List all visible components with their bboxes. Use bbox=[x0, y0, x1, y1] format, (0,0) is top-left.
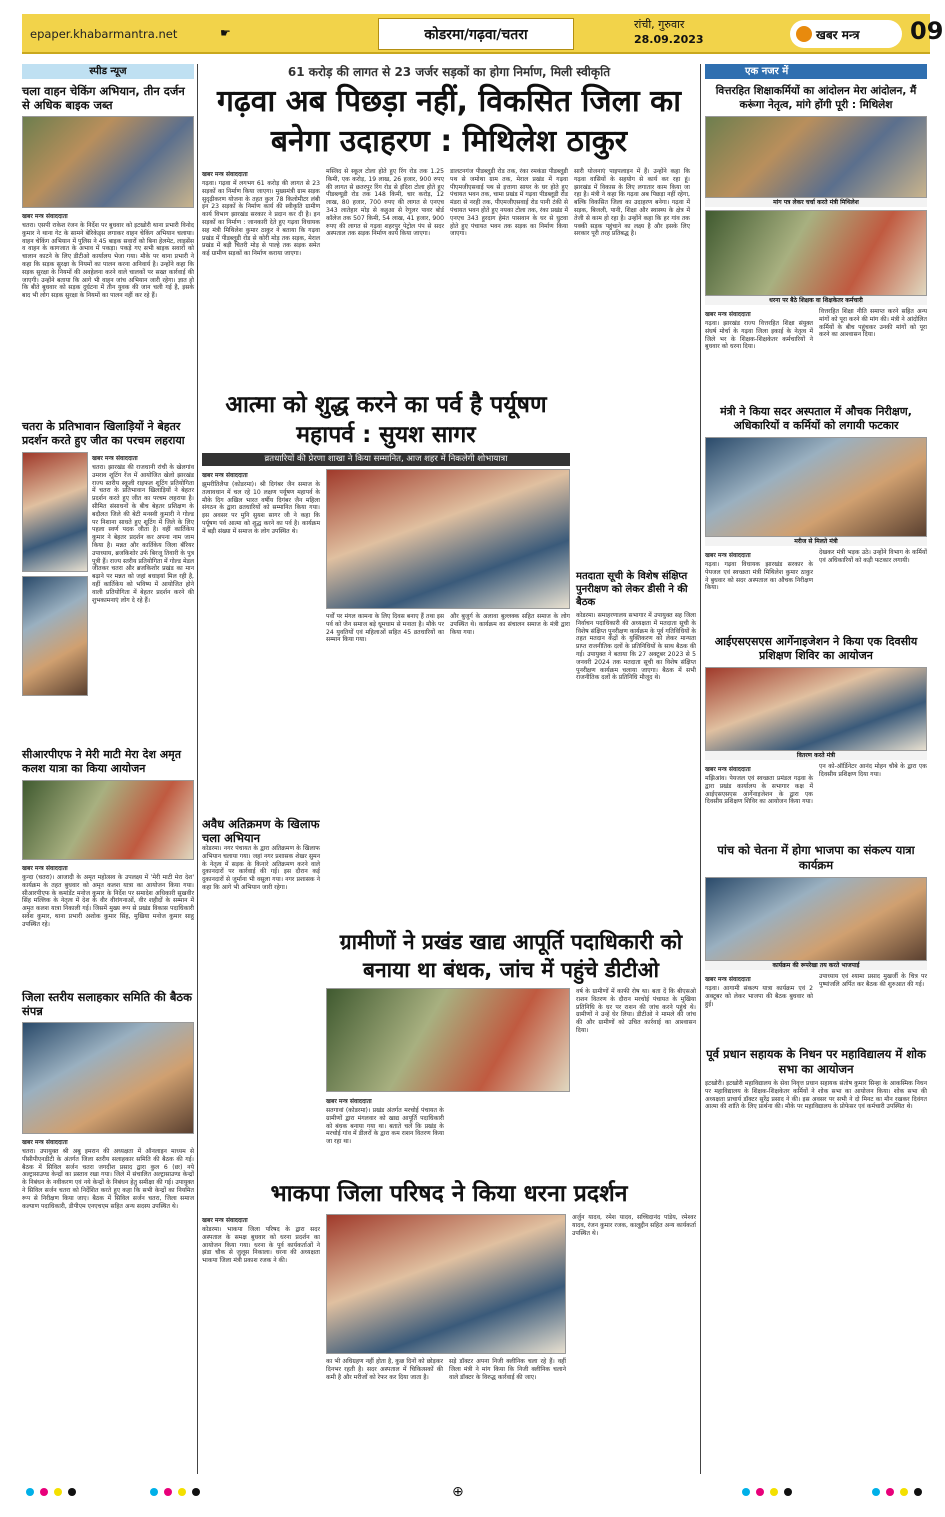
r2-body2: देखकर मंत्री भड़क उठे। उन्होंने विभाग के कर्मियों एवं अधिकारियों को कड़ी फटकार लगायी। bbox=[819, 549, 927, 564]
grain-body2: वर्ष के ग्रामीणों में काफी रोष था। बता दें कि बीएसओ राशन वितरण के दौरान मरचोई पंचायत के मुखिया प्रतिनिधि के घर पर राशन की जांच करने पहुंचे थे। ग्रामीणों ने उन्हें घेर लिया। डीटीओ ने मामले की जांच की और ग्रामीणों को उचित कार्रवाई का आश्वासन दिया। bbox=[576, 988, 696, 1034]
paryushan-headline: आत्मा को शुद्ध करने का पर्व है पर्यूषण महापर्व : सुयश सागर bbox=[225, 392, 547, 448]
cursor-icon: ☛ bbox=[220, 26, 231, 40]
color-mark bbox=[68, 1488, 76, 1496]
grain-headline: ग्रामीणों ने प्रखंड खाद्य आपूर्ति पदाधिकारी को बनाया था बंधक, जांच में पहुंचे डीटीओ bbox=[339, 930, 683, 982]
brand-name: खबर मन्त्र bbox=[816, 27, 860, 42]
grain-byline: खबर मन्त्र संवाददाता bbox=[326, 1098, 372, 1105]
city-day: रांची, गुरुवार bbox=[634, 18, 685, 31]
r2-body1: गढ़वा। गढ़वा विधायक झारखंड सरकार के पेयजल एवं स्वच्छता मंत्री मिथिलेश कुमार ठाकुर ने बुधवार को सदर अस्पताल का औचक निरीक्षण किया। bbox=[705, 561, 813, 592]
r1-title: वित्तरहित शिक्षाकर्मियों का आंदोलन मेरा आंदोलन, मैं करूंगा नेतृत्व, मांगे होंगी पूरी : मिथिलेश bbox=[715, 85, 917, 111]
left-story2-byline: खबर मन्त्र संवाददाता bbox=[92, 455, 138, 462]
voter-title: मतदाता सूची के विशेष संक्षिप्त पुनरीक्षण को लेकर डीसी ने की बैठक bbox=[576, 571, 688, 608]
encroach-body: कोडरमा। नगर पंचायत के द्वारा अतिक्रमण के खिलाफ अभियान चलाया गया। जहां नगर प्रशासक शेखर सुमन के नेतृत्व में सड़क के किनारे अतिक्रमण करने वाले दुकानदारों पर कार्रवाई की गई। इस दौरान कई दुकानदारों से जुर्माना भी वसूला गया। नगर प्रशासक ने कहा कि आगे भी अभियान जारी रहेगा। bbox=[202, 845, 320, 891]
grain-story bbox=[326, 928, 696, 1158]
grain-body1-cont bbox=[450, 1095, 570, 1135]
color-mark bbox=[784, 1488, 792, 1496]
lead-col4: सारी योजनाएं पाइपलाइन में हैं। उन्होंने कहा कि गढ़वा वासियों के सहयोग से कार्य कर रहा हूं। झारखंड में विकास के लिए लगातार काम किया जा रहा है। मंत्री ने कहा कि गढ़वा अब पिछड़ा नहीं रहेगा, बल्कि विकसित जिला का उदाहरण बनेगा। गढ़वा में सड़क, बिजली, पानी, शिक्षा और स्वास्थ्य के क्षेत्र में तेजी से काम हो रहा है। उन्होंने कहा कि हर गांव तक पक्की सड़क पहुंचाने का लक्ष्य है और इसके लिए सरकार पूरी तरह प्रतिबद्ध है। bbox=[574, 168, 690, 238]
color-mark bbox=[26, 1488, 34, 1496]
lead-col2: मस्जिद से स्कूल टोला होते हुए रिंग रोड तक 1.25 किमी, एक करोड़, 19 लाख, 26 हजार, 900 रुपए की लागत से छतरपुर रिंग रोड से इंदिरा टोला होते हुए पीडब्ल्यूडी रोड तक 148 किमी, चार करोड़, 12 लाख, 80 हजार, 700 रुपए की लागत से एनएच 343 लातेहार मोड़ से कहुआ से रेगुलर पावर बोर्ड कॉलेज तक 507 किमी, 54 लाख, 41 हजार, 900 रुपए की लागत से गढ़वा शहरपुर पेट्रोल पंप से सदर अस्पताल तक सड़क निर्माण कार्य किया जाएगा। bbox=[326, 168, 444, 238]
left-story1-body: चतरा। एसपी राकेश रंजन के निर्देश पर बुधवार को इटखोरी थाना प्रभारी विनोद कुमार ने थाना गेट के सामने बेरिकेड्स लगाकर वाहन चेकिंग अभियान चलाया। वाहन चेकिंग अभियान में पुलिस ने 45 बाइक सवारों को बिना हेलमेट, लाइसेंस व वाहन के कागजात के अभाव में पकड़ा। पकड़े गए सभी बाइक सवारों को चालान काटने के लिए डीटीओ कार्यालय भेजा गया। मौके पर थाना प्रभारी ने कहा कि सड़क सुरक्षा के नियमों का पालन करना अनिवार्य है। उन्होंने कहा कि सड़क सुरक्षा के नियमों की अवहेलना करने वाले चालकों पर सख्त कार्रवाई की जाएगी। उन्होंने बताया कि आगे भी वाहन जांच अभियान जारी रहेगा। ज्ञात हो कि बीते बुधवार को सड़क दुर्घटना में तीन युवक की जान चली गई है, इसके बाद भी लोग सड़क सुरक्षा के नियमों का पालन नहीं कर रहे हैं। bbox=[22, 222, 194, 300]
r3-body2: एन को-ऑर्डिनेटर आनंद मोहन चौबे के द्वारा एक दिवसीय प्रशिक्षण दिया गया। bbox=[819, 763, 927, 778]
color-mark bbox=[150, 1488, 158, 1496]
r4-caption: कार्यक्रम की रूपरेखा तय करते भाजपाई bbox=[705, 961, 927, 970]
color-mark bbox=[756, 1488, 764, 1496]
color-mark bbox=[54, 1488, 62, 1496]
left-story2-body-cont bbox=[22, 704, 194, 744]
left-story1-byline: खबर मन्त्र संवाददाता bbox=[22, 213, 68, 220]
training-camp-photo bbox=[705, 667, 927, 751]
cpi-headline: भाकपा जिला परिषद ने किया धरना प्रदर्शन bbox=[270, 1181, 628, 1207]
left-story2-title: चतरा के प्रतिभावान खिलाड़ियों ने बेहतर प्रदर्शन करते हुए जीत का परचम लहराया bbox=[22, 420, 185, 447]
shooter-photo-2 bbox=[22, 576, 88, 696]
r1-body1: गढ़वा। झारखंड राज्य वित्तरहित शिक्षा संयुक्त संघर्ष मोर्चा के गढ़वा जिला इकाई के नेतृत्व में जिले भर के शिक्षक-शिक्षकेतर कर्मचारियों ने बुधवार को धरना दिया। bbox=[705, 320, 813, 351]
section-title: कोडरमा/गढ़वा/चतरा bbox=[424, 26, 528, 43]
paryushan-body3: और बुजुर्ग के अलावा बुल्लक्क सहित समाज के लोग उपस्थित थे। कार्यक्रम का संचालन समाज के मंत्री द्वारा किया गया। bbox=[450, 613, 570, 636]
cpi-dharna-photo bbox=[326, 1214, 566, 1354]
r1-body2: वित्तरहित शिक्षा नीति समाप्त करने सहित अन्य मांगों को पूरा करने की मांग की। मंत्री ने आंदोलित कर्मियों के बीच पहुंचकर उनकी मांगों को पूरा करने का आश्वासन दिया। bbox=[819, 308, 927, 339]
minister-photo bbox=[705, 116, 927, 198]
cpi-body4: अर्जुन यादव, रमेश यादव, सच्चिदानंद पांडेय, रमेश्वर यादव, रंजन कुमार रजक, कालूद्दीन सहित अन्य कार्यकर्ता उपस्थित थे। bbox=[572, 1214, 696, 1237]
site-url[interactable]: epaper.khabarmantra.net bbox=[30, 27, 178, 41]
left-story2-body: चतरा। झारखंड की राजधानी रांची के खेलगांव उमराव शूटिंग रेंज में आयोजित खेलो झारखंड राज्य स्तरीय स्कूली राइफल शूटिंग प्रतियोगिता में चतरा के प्रतिभावान खिलाड़ियों ने बेहतर प्रदर्शन करते हुए जीत का परचम लहराया है। सीमित संसाधनों के बीच बेहतर प्रशिक्षण के बदौलत जिले की बेटी मनस्वी कुमारी ने गोल्ड पर निशाना साधते हुए शूटिंग में जिले के लिए पहला स्वर्ण पदक जीता है। वहीं कार्तिकेय कुमार ने बेहतर प्रदर्शन कर अपना नाम जाम किया है। मन्नत और कार्तिकेय जिला बॅरियर उपाध्याय, ब्रजकिशोर उर्फ बिरजू तिवारी के पुत्र पुत्री हैं। राज्य स्तरीय प्रतियोगिता में गोल्ड मेडल जीतकर चतरा और ब्रजकिशोर प्रखंड का मान बढ़ाने पर मन्नत को जहां बधाइयां मिल रही है, वहीं कार्तिकेय को भविष्य में आयोजित होने वाली प्रतियोगिता में बेहतर प्रदर्शन करने की शुभकामनाएं लोग दे रहे हैं। bbox=[92, 464, 194, 604]
column-divider-right bbox=[700, 64, 701, 1474]
paryushan-story bbox=[202, 390, 570, 934]
left-story4-body: चतरा। उपायुक्त श्री अबु इमरान की अध्यक्षता में ऑनलाइन माध्यम से पीसीपीएनडीटी के अंतर्गत जिला स्तरीय सलाहकार समिति की बैठक की गई। बैठक में सिविल सर्जन चतरा जगदीश प्रसाद द्वारा कुल 6 (छः) नये अल्ट्रासाउण्ड केन्द्रों का प्रस्ताव रखा गया। जिले में संचालित अल्ट्रासाउण्ड केन्द्रों के निबंधन के नवीकरण एवं नये केन्द्रों के निबंधन हेतु समीक्षा की गई। उपायुक्त ने सिविल सर्जन चतरा को निर्देशित करते हुए कहा कि सभी केन्द्रों का नियमित रूप से निरीक्षण किया जाए। बैठक में सिविल सर्जन चतरा, जिला समाज कल्याण पदाधिकारी, डीपीएम एनएचएम सहित अन्य सदस्य उपस्थित थे। bbox=[22, 1148, 194, 1210]
page-number: 09 bbox=[910, 17, 944, 45]
grain-photo bbox=[326, 988, 570, 1092]
speed-news-tag: स्पीड न्यूज bbox=[22, 64, 194, 79]
kicker: 61 करोड़ की लागत से 23 जर्जर सड़कों का होगा निर्माण, मिली स्वीकृति bbox=[287, 65, 611, 79]
color-mark bbox=[900, 1488, 908, 1496]
r3-body1: मझिआंव। पेयजल एवं स्वच्छता प्रमंडल गढ़वा के द्वारा प्रखंड कार्यालय के सभागार कक्ष में आईएसएसएस आर्गेनाइजेशन के द्वारा एक दिवसीय प्रशिक्षण शिविर का आयोजन किया गया। bbox=[705, 775, 813, 806]
paryushan-body2: पर्वों पर मंगल कामना के लिए दिवस बनाए हैं तथा इस पर्व को जैन समाज बड़े धूमधाम से मनाता है। मौके पर 24 युवतियों एवं महिलाओं सहित 45 व्रतधारियों का सम्मान किया गया। bbox=[326, 613, 444, 644]
committee-meeting-photo bbox=[22, 1022, 194, 1134]
crosshair-icon: ⊕ bbox=[452, 1484, 464, 1500]
dateline bbox=[634, 17, 704, 47]
shooter-photo-1 bbox=[22, 452, 88, 572]
column-divider-left bbox=[197, 64, 198, 1474]
voter-story bbox=[576, 570, 696, 930]
voter-body: कोडरमा। समाहरणालय सभागार में उपायुक्त सह जिला निर्वाचन पदाधिकारी की अध्यक्षता में मतदाता सूची के विशेष संक्षिप्त पुनरीक्षण कार्यक्रम के पूर्व गतिविधियों के तहत मतदान केंद्रों के युक्तिकरण को लेकर मान्यता प्राप्त राजनीतिक दलों के प्रतिनिधियों के साथ बैठक की गई। उपायुक्त ने बताया कि 27 अक्टूबर 2023 से 5 जनवरी 2024 तक मतदाता सूची का विशेष संक्षिप्त पुनरीक्षण कार्यक्रम चलाया जाएगा। बैठक में सभी राजनीतिक दलों के प्रतिनिधि मौजूद थे। bbox=[576, 612, 696, 682]
color-mark bbox=[164, 1488, 172, 1496]
color-mark bbox=[886, 1488, 894, 1496]
left-column bbox=[22, 64, 194, 1474]
footer-registration bbox=[22, 1484, 930, 1502]
left-story3-byline: खबर मन्त्र संवाददाता bbox=[22, 865, 68, 872]
left-story4-title: जिला स्तरीय सलाहकार समिति की बैठक संपन्न bbox=[22, 990, 192, 1018]
right-column bbox=[705, 64, 927, 1474]
paryushan-photo bbox=[326, 469, 570, 609]
cpi-body3: सड़े डॉक्टर अपना निजी क्लीनिक चला रहे हैं। वहीं जिला मंत्री ने मांग किया कि निजी क्लीनिक चलाने वाले डॉक्टर के विरुद्ध कार्रवाई की जाए। bbox=[449, 1358, 566, 1381]
color-mark bbox=[742, 1488, 750, 1496]
r1-caption2: धरना पर बैठे शिक्षक वा शिक्षकेतर कर्मचारी bbox=[705, 296, 927, 305]
hospital-inspection-photo bbox=[705, 437, 927, 537]
cpi-body2: का भी अधिग्रहण नहीं होता है, कुछ दिनों को छोड़कर दिनभर रहती है। सदर अस्पताल में चिकित्सकों की कमी है और मरीजों को रेफर कर दिया जाता है। bbox=[326, 1358, 443, 1381]
r1-caption1: मांग पत्र लेकर चर्चा करते मंत्री मिथिलेश bbox=[705, 198, 927, 207]
r5-title: पूर्व प्रधान सहायक के निधन पर महाविद्यालय में शोक सभा का आयोजन bbox=[706, 1047, 926, 1076]
cpi-body1: कोडरमा। भाकपा जिला परिषद के द्वारा सदर अस्पताल के समक्ष बुधवार को धरना प्रदर्शन का आयोजन किया गया। धरना के पूर्व कार्यकर्ताओं ने झंडा चौक से जुलूस निकाला। धरना की अध्यक्षता भाकपा जिला मंत्री प्रकाश रजक ने की। bbox=[202, 1226, 320, 1265]
left-story3-title: सीआरपीएफ ने मेरी माटी मेरा देश अमृत कलश यात्रा का किया आयोजन bbox=[22, 748, 182, 775]
color-mark bbox=[770, 1488, 778, 1496]
brand-icon bbox=[796, 26, 812, 42]
r1-byline: खबर मन्त्र संवाददाता bbox=[705, 311, 751, 318]
lead-byline: खबर मन्त्र संवाददाता bbox=[202, 171, 248, 178]
r3-byline: खबर मन्त्र संवाददाता bbox=[705, 766, 751, 773]
paryushan-subhead: व्रतधारियों की प्रेरणा शाखा ने किया सम्मानित, आज शहर में निकलेगी शोभायात्रा bbox=[202, 453, 570, 466]
lead-col3: डालटनगंज पीडब्लूडी रोड तक, रंका रमकंडा पीडब्लूडी पथ से जमोथा ग्राम तक, मेराल प्रखंड में गढ़वा पीएमजीएसवाई पथ से इत्तागा सायर के घर होते हुए पंचायत भवन तक, चामा प्रखंड में गढ़वा पीडब्लूडी रोड मंडरा से नरही तक, पीएमजीएसवाई रोड पानी टंकी से पंचायत भवन होते हुए नयका टोला तक, रंका प्रखंड में एनएच 343 हुरदाग हेमंत पासवान के घर से घुटवा होते हुए पंचायत भवन तक सड़क का निर्माण किया जाएगा। bbox=[450, 168, 568, 238]
color-mark bbox=[192, 1488, 200, 1496]
r3-title: आईएसएसएस आर्गेनाइजेशन ने किया एक दिवसीय प्रशिक्षण शिविर का आयोजन bbox=[714, 635, 918, 662]
cpi-byline: खबर मन्त्र संवाददाता bbox=[202, 1217, 248, 1224]
color-mark bbox=[914, 1488, 922, 1496]
brand-logo bbox=[790, 20, 902, 48]
ek-nazar-tag: एक नजर में bbox=[705, 64, 927, 79]
grain-body1: सतगावां (कोडरमा)। प्रखंड अंतर्गत मरचोई पंचायत के ग्रामीणों द्वारा मंगलवार को खाद्य आपूर्ति पदाधिकारी को बंधक बनाया गया था। बताते चलें कि प्रखंड के मरचोई गांव में डीलरों के द्वारा कम राशन वितरण किया जा रहा था। bbox=[326, 1107, 444, 1146]
r4-body2: उपाध्याय एवं श्यामा प्रसाद मुखर्जी के चित्र पर पुष्पांजलि अर्पित कर बैठक की शुरुआत की गई। bbox=[819, 973, 927, 988]
paryushan-byline: खबर मन्त्र संवाददाता bbox=[202, 472, 248, 479]
r2-byline: खबर मन्त्र संवाददाता bbox=[705, 552, 751, 559]
left-story4-byline: खबर मन्त्र संवाददाता bbox=[22, 1139, 68, 1146]
amrit-kalash-photo bbox=[22, 780, 194, 860]
color-mark bbox=[178, 1488, 186, 1496]
date: 28.09.2023 bbox=[634, 33, 704, 46]
bjp-meeting-photo bbox=[705, 877, 927, 961]
r3-caption: वितरण करते मंत्री bbox=[705, 751, 927, 760]
lead-col1: गढ़वा। गढ़वा में लगभग 61 करोड़ की लागत से 23 सड़कों का निर्माण किया जाएगा। मुख्यमंत्री ग्राम सड़क सुदृढ़ीकरण योजना के तहत कुल 78 किलोमीटर लंबी इन 23 सड़कों के निर्माण कार्य की स्वीकृति ग्रामीण कार्य विभाग झारखंड सरकार ने प्रदान कर दी है। इन सड़कों का निर्माण : जानकारी देते हुए गढ़वा विधायक सह मंत्री मिथिलेश कुमार ठाकुर ने बताया कि गढ़वा प्रखंड में पीडब्लूडी रोड से कोरी मोड़ तक सड़क, मेराल प्रखंड में बड़ी चितरी मोड़ से पाल्हे तक सड़क समेत कई ग्रामीण सड़कों का निर्माण कराया जाएगा। bbox=[202, 180, 320, 258]
paryushan-body: झुमरीतिलैया (कोडरमा)। श्री दिगंबर जैन समाज के तत्वावधान में चल रहे 10 लक्षण पर्यूषण महापर्व के मौके दिग अखिल भारत वर्षीय दिगंबर जैन महिला संगठन के द्वारा व्रतधारियों को सम्मानित किया गया। इस अवसर पर मुनि सुयश सागर जी ने कहा कि पर्यूषण पर्व आत्मा को शुद्ध करने का पर्व है। कार्यक्रम में बड़ी संख्या में समाज के लोग उपस्थित थे। bbox=[202, 481, 320, 535]
color-mark bbox=[40, 1488, 48, 1496]
r4-body1: गढ़वा। आगामी संकल्प यात्रा कार्यक्रम एवं 2 अक्टूबर को लेकर भाजपा की बैठक बुधवार को हुई। bbox=[705, 985, 813, 1008]
dharna-teachers-photo bbox=[705, 210, 927, 296]
masthead-bar bbox=[22, 14, 944, 54]
lead-headline: गढ़वा अब पिछड़ा नहीं, विकसित जिला का बनेगा उदाहरण : मिथिलेश ठाकुर bbox=[217, 84, 681, 159]
left-story1-title: चला वाहन चेकिंग अभियान, तीन दर्जन से अधिक बाइक जब्त bbox=[22, 84, 185, 112]
left-story3-body: कुन्दा (चतरा)। आजादी के अमृत महोत्सव के उपलक्ष्य में 'मेरी माटी मेरा देश' कार्यक्रम के तहत बुधवार को अमृत कलश यात्रा का आयोजन किया गया। सीआरपीएफ के कमांडेंट मनोज कुमार के निर्देश पर समादेश अधिकारी सुखवीर सिंह मल्लिक के नेतृत्व में देश के वीर वीरांगनाओं, वीर शहीदों के सम्मान में अमृत कलश यात्रा निकाली गई। जिसमें मुख्य रूप से प्रखंड विकास पदाधिकारी सर्वेश कुमार, थाना प्रभारी अशोक कुमार सिंह, मुखिया मनोज कुमार साहु उपस्थित रहे। bbox=[22, 874, 194, 928]
cpi-story bbox=[202, 1178, 696, 1474]
r2-caption: मरीज से मिलते मंत्री bbox=[705, 537, 927, 546]
color-mark bbox=[872, 1488, 880, 1496]
r2-title: मंत्री ने किया सदर अस्पताल में औचक निरीक्षण, अधिकारियों व कर्मियों को लगायी फटकार bbox=[720, 405, 912, 432]
encroach-title: अवैध अतिक्रमण के खिलाफ चला अभियान bbox=[202, 817, 320, 845]
r5-body: इटखोरी। इटखोरी महाविद्यालय के सेवा निवृत्त प्रधान सहायक संतोष कुमार सिन्हा के आकस्मिक निधन पर महाविद्यालय के शिक्षक-शिक्षकेतर कर्मियों ने शोक सभा का आयोजन किया। शोक सभा की अध्यक्षता प्राचार्य डॉक्टर सुरेंद्र प्रसाद ने की। इस अवसर पर सभी ने दो मिनट का मौन रखकर दिवंगत आत्मा की शांति के लिए प्रार्थना की। मौके पर महाविद्यालय के प्रोफेसर एवं कर्मचारी उपस्थित थे। bbox=[705, 1080, 927, 1111]
r4-byline: खबर मन्त्र संवाददाता bbox=[705, 976, 751, 983]
section-title-box bbox=[378, 18, 574, 50]
bike-seizure-photo bbox=[22, 116, 194, 208]
r4-title: पांच को चेतना में होगा भाजपा का संकल्प यात्रा कार्यक्रम bbox=[717, 843, 915, 872]
